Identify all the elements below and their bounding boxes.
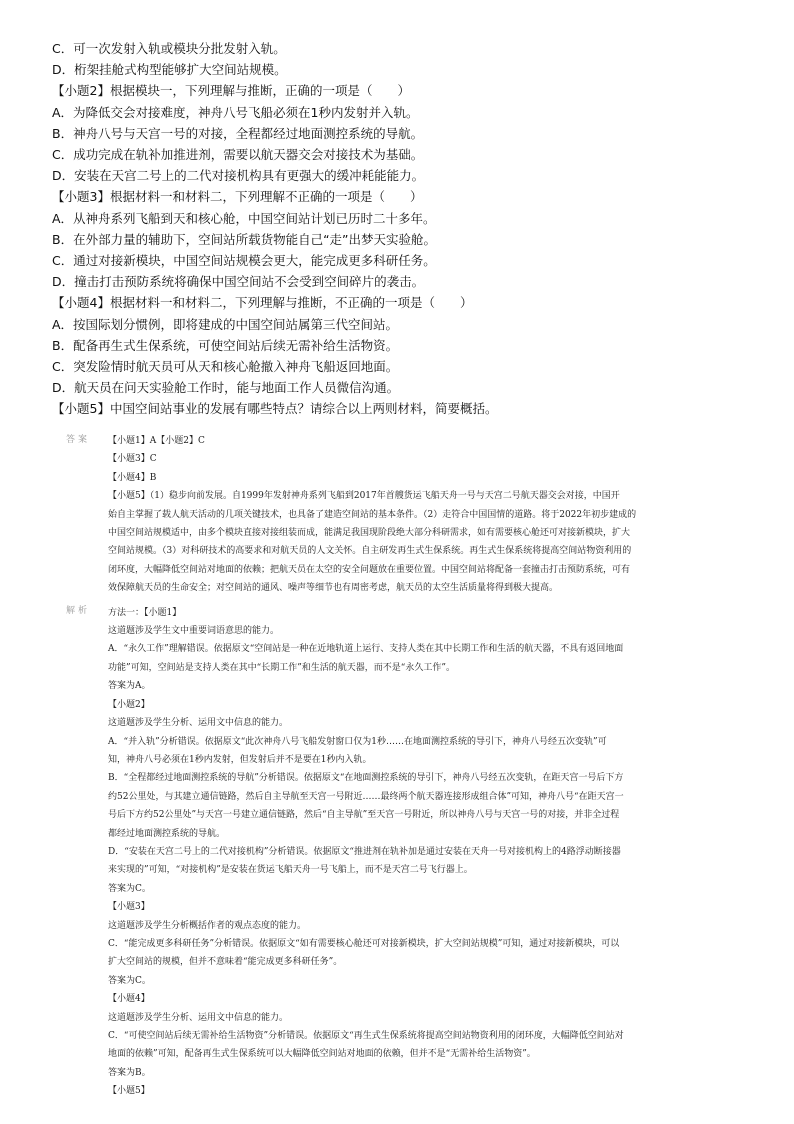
question-line: B．配备再生式生保系统，可使空间站后续无需补给生活物资。 <box>52 337 399 353</box>
analysis-line: C．“能完成更多科研任务”分析错误。依据原文“如有需要核心舱还可对接新模块，扩大空间站规模”可知，通过对接新模块，可以 <box>108 938 620 949</box>
analysis-line: 这道题涉及学生文中重要词语意思的能力。 <box>108 626 280 637</box>
question-line: D．桁架挂舱式构型能够扩大空间站规模。 <box>52 62 287 78</box>
answer-label: 答案 <box>66 435 91 445</box>
analysis-line: C．“可使空间站后续无需补给生活物资”分析错误。依据原文“再生式生保系统将提高空间站物资利用的闭环度，大幅降低空间站对 <box>108 1031 624 1041</box>
analysis-line: A．“并入轨”分析错误。依据原文“此次神舟八号飞船发射窗口仅为1秒……在地面测控系统的导引下，神舟八号经五次变轨”可 <box>108 736 607 747</box>
analysis-line: 答案为B。 <box>108 1067 151 1078</box>
question-line: D．航天员在问天实验舱工作时，能与地面工作人员微信沟通。 <box>52 380 400 396</box>
analysis-label: 解析 <box>66 606 91 616</box>
analysis-line: 知，神舟八号必须在1秒内发射，但发射后并不是要在1秒内入轨。 <box>108 754 372 765</box>
question-line: 【小题2】根据模块一，下列理解与推断，正确的一项是（ ） <box>52 83 410 99</box>
analysis-line: 功能”可知，空间站是支持人类在其中“长期工作”和生活的航天器，而不是“永久工作”。 <box>108 662 456 673</box>
answer-body <box>108 432 723 1101</box>
analysis-line: 答案为C。 <box>108 883 151 894</box>
answer-line: 【小题3】C <box>108 454 157 465</box>
question-line: C．突发险情时航天员可从天和核心舱撤入神舟飞船返回地面。 <box>52 359 399 375</box>
question-line: D．安装在天宫二号上的二代对接机构具有更强大的缓冲耗能能力。 <box>52 168 425 184</box>
analysis-lines <box>108 604 723 1101</box>
question-line: A．按国际划分惯例，即将建成的中国空间站属第三代空间站。 <box>52 316 399 332</box>
answer-line: 【小题4】B <box>108 472 157 483</box>
analysis-line: 【小题2】 <box>108 699 150 710</box>
question-line: D．撞击打击预防系统将确保中国空间站不会受到空间碎片的袭击。 <box>52 274 425 290</box>
question-line: 【小题5】中国空间站事业的发展有哪些特点？请综合以上两则材料，简要概括。 <box>52 401 498 417</box>
analysis-line: 都经过地面测控系统的导航。 <box>108 828 226 839</box>
question-list <box>52 38 752 420</box>
answer-line: 始自主掌握了载人航天活动的几项关键技术，也具备了建造空间站的基本条件。（2）走符合中国国情的道路。将于2022年初步建成的 <box>108 509 637 520</box>
analysis-line: 【小题4】 <box>108 994 150 1005</box>
analysis-line: A．“永久工作”理解错误。依据原文“空间站是一种在近地轨道上运行、支持人类在其中长期工作和生活的航天器，不具有返回地面 <box>108 644 624 655</box>
analysis-line: 答案为A。 <box>108 681 151 692</box>
analysis-line: 这道题涉及学生分析、运用文中信息的能力。 <box>108 1012 289 1023</box>
analysis-line: D．“安装在天宫二号上的二代对接机构”分析错误。依据原文“推进剂在轨补加是通过安装在天舟一号对接机构上的4路浮动断接器 <box>108 846 621 857</box>
analysis-line: 【小题5】 <box>108 1086 150 1097</box>
analysis-line: 扩大空间站的规模，但并不意味着“能完成更多科研任务”。 <box>108 957 343 968</box>
analysis-line: 方法一：【小题1】 <box>108 607 182 618</box>
analysis-line: 地面的依赖”可知，配备再生式生保系统可以大幅降低空间站对地面的依赖，但并不是“无需补给生活物资”。 <box>108 1049 536 1060</box>
analysis-line: 这道题涉及学生分析概括作者的观点态度的能力。 <box>108 920 307 931</box>
question-line: A．为降低交会对接难度，神舟八号飞船必须在1秒内发射并入轨。 <box>52 104 419 120</box>
question-line: 【小题4】根据材料一和材料二，下列理解与推断，不正确的一项是（ ） <box>52 295 473 311</box>
question-line: C．可一次发射入轨或模块分批发射入轨。 <box>52 41 286 56</box>
question-line: C．成功完成在轨补加推进剂，需要以航天器交会对接技术为基础。 <box>52 147 424 163</box>
answer-line: 闭环度，大幅降低空间站对地面的依赖；把航天员在太空的安全问题放在重要位置。中国空间站将配备一套撞击打击预防系统，可有 <box>108 564 631 575</box>
analysis-line: 这道题涉及学生分析、运用文中信息的能力。 <box>108 718 289 729</box>
answer-line: 效保障航天员的生命安全；对空间站的通风、噪声等细节也有周密考虑，航天员的太空生活质量将得到极大提高。 <box>108 583 559 594</box>
answer-lines <box>108 432 723 598</box>
answer-line: 中国空间站规模适中，由多个模块直接对接组装而成，能满足我国现阶段绝大部分科研需求，如有需要核心舱还可对接新模块，扩大 <box>108 528 631 539</box>
answer-line: 空间站规模。（3）对科研技术的高要求和对航天员的人文关怀。自主研发再生式生保系统。再生式生保系统将提高空间站物资利用的 <box>108 546 632 557</box>
answer-line: 【小题1】A【小题2】C <box>108 436 205 446</box>
question-line: B．神舟八号与天宫一号的对接，全程都经过地面测控系统的导航。 <box>52 125 424 141</box>
analysis-line: 约52公里处，与其建立通信链路，然后自主导航至天宫一号附近……最终两个航天器连接形成组合体”可知，神舟八号“在距天宫一 <box>108 791 624 802</box>
analysis-line: 来实现的”可知，“对接机构”是安装在货运飞船天舟一号飞船上，而不是天宫二号飞行器上。 <box>108 865 473 876</box>
analysis-line: B．“全程都经过地面测控系统的导航”分析错误。依据原文“在地面测控系统的导引下，神舟八号经五次变轨，在距天宫一号后下方 <box>108 773 624 784</box>
question-line: A．从神舟系列飞船到天和核心舱，中国空间站计划已历时二十多年。 <box>52 210 436 226</box>
analysis-line: 【小题3】 <box>108 902 150 913</box>
question-line: B．在外部力量的辅助下，空间站所载货物能自己“走”出梦天实验舱。 <box>52 231 437 247</box>
question-line: 【小题3】根据材料一和材料二，下列理解不正确的一项是（ ） <box>52 189 423 205</box>
analysis-line: 号后下方约52公里处”与天宫一号建立通信链路，然后“自主导航”至天宫一号附近，所以神舟八号与天宫一号的对接，并非全过程 <box>108 810 620 821</box>
answer-line: 【小题5】（1）稳步向前发展。自1999年发射神舟系列飞船到2017年首艘货运飞船天舟一号与天宫二号航天器交会对接，中国开 <box>108 491 620 502</box>
analysis-line: 答案为C。 <box>108 975 151 986</box>
question-line: C．通过对接新模块，中国空间站规模会更大，能完成更多科研任务。 <box>52 253 436 269</box>
